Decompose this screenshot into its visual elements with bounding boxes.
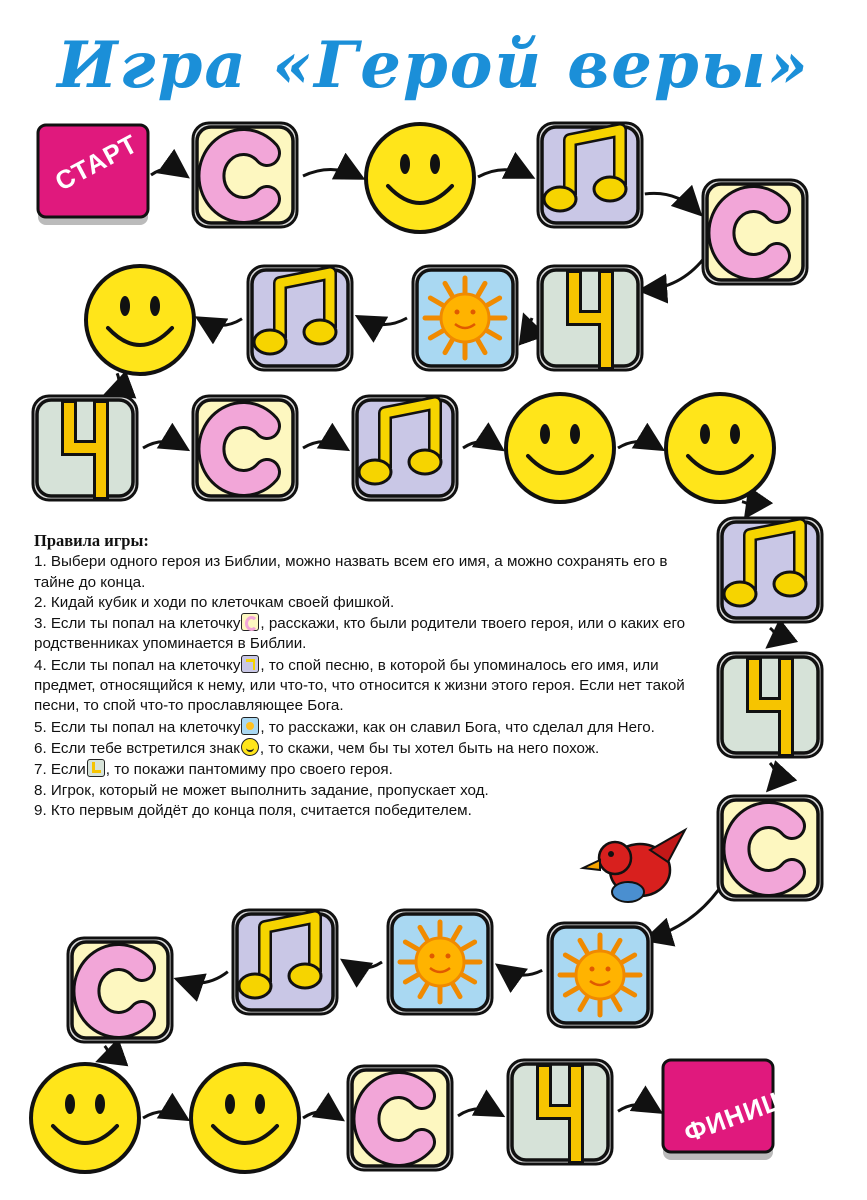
- path-arrow: [618, 1105, 658, 1112]
- smiley-cell: [366, 124, 474, 232]
- path-arrow: [458, 1109, 500, 1116]
- c-letter-cell: [193, 123, 297, 227]
- c-letter-icon: [241, 613, 259, 631]
- smiley-cell: [191, 1064, 299, 1172]
- path-arrow: [179, 972, 228, 983]
- rule-8: 8. Игрок, который не может выполнить задание, пропускает ход.: [34, 781, 489, 799]
- path-arrow: [143, 442, 185, 448]
- smiley-icon: [241, 738, 259, 756]
- rule-7: 7. Если , то покажи пантомиму про своего героя.: [34, 761, 393, 779]
- page-title: Игра «Герой веры»: [57, 28, 810, 103]
- path-arrow: [101, 1046, 108, 1060]
- smiley-cell: [666, 394, 774, 502]
- rule-9: 9. Кто первым дойдёт до конца поля, считается победителем.: [34, 801, 472, 819]
- start-label: СТАРТ: [50, 128, 143, 197]
- music-note-cell: [718, 518, 822, 622]
- rule-5: 5. Если ты попал на клеточку , то расскажи, как он славил Бога, что сделал для Него.: [34, 718, 655, 736]
- path-arrow: [770, 763, 776, 788]
- c-letter-cell: [68, 938, 172, 1042]
- path-arrow: [303, 442, 345, 448]
- music-note-cell: [538, 123, 642, 227]
- red-bird-icon: [583, 830, 685, 902]
- sun-icon: [241, 717, 259, 735]
- path-arrow: [109, 373, 119, 393]
- path-arrow: [303, 1112, 340, 1118]
- path-arrow: [742, 502, 750, 515]
- path-arrow: [525, 318, 532, 323]
- smiley-cell: [31, 1064, 139, 1172]
- path-arrow: [200, 319, 242, 326]
- ch-letter-cell: [538, 266, 642, 370]
- c-letter-cell: [703, 180, 807, 284]
- sun-cell: [413, 266, 517, 370]
- path-arrow: [500, 967, 542, 975]
- path-arrow: [618, 442, 660, 448]
- path-arrow: [643, 259, 703, 290]
- sun-cell: [548, 923, 652, 1027]
- ch-letter-cell: [508, 1060, 612, 1164]
- music-note-cell: [353, 396, 457, 500]
- music-note-icon: [241, 655, 259, 673]
- path-arrow: [645, 193, 698, 212]
- music-note-cell: [233, 910, 337, 1014]
- rule-6: 6. Если тебе встретился знак , то скажи, чем бы ты хотел быть на него похож.: [34, 739, 600, 757]
- rule-2: 2. Кидай кубик и ходи по клеточкам своей фишкой.: [34, 593, 395, 611]
- smiley-cell: [86, 266, 194, 374]
- c-letter-cell: [718, 796, 822, 900]
- rule-3: 3. Если ты попал на клеточку , расскажи, кто были родители твоего героя, или о каких его родственниках упоминается в Библии.: [34, 615, 686, 653]
- path-arrow: [143, 1112, 185, 1118]
- smiley-cell: [506, 394, 614, 502]
- rule-4: 4. Если ты попал на клеточку , то спой песню, в которой бы упоминалось его имя, или предмет, относящийся к нему, или что-то, что относится к жизни этого героя. Если нет такой песни, то спой что-то прославляющее Бога.: [34, 656, 685, 715]
- path-arrow: [303, 169, 360, 176]
- rules-block: [34, 531, 694, 821]
- rules-heading: Правила игры:: [34, 531, 149, 550]
- ch-letter-icon: [87, 759, 105, 777]
- path-arrow: [151, 169, 185, 175]
- path-arrow: [345, 962, 382, 968]
- ch-letter-cell: [718, 653, 822, 757]
- path-arrow: [478, 170, 530, 177]
- sun-cell: [388, 910, 492, 1014]
- rule-1: 1. Выбери одного героя из Библии, можно назвать всем его имя, а можно сохранять его в тайне до конца.: [34, 553, 668, 591]
- path-arrow: [463, 442, 500, 448]
- finish-label: ФИНИШ: [680, 1082, 794, 1149]
- c-letter-cell: [193, 396, 297, 500]
- music-note-cell: [248, 266, 352, 370]
- path-arrow: [770, 628, 775, 645]
- c-letter-cell: [348, 1066, 452, 1170]
- ch-letter-cell: [33, 396, 137, 500]
- path-arrow: [360, 318, 407, 325]
